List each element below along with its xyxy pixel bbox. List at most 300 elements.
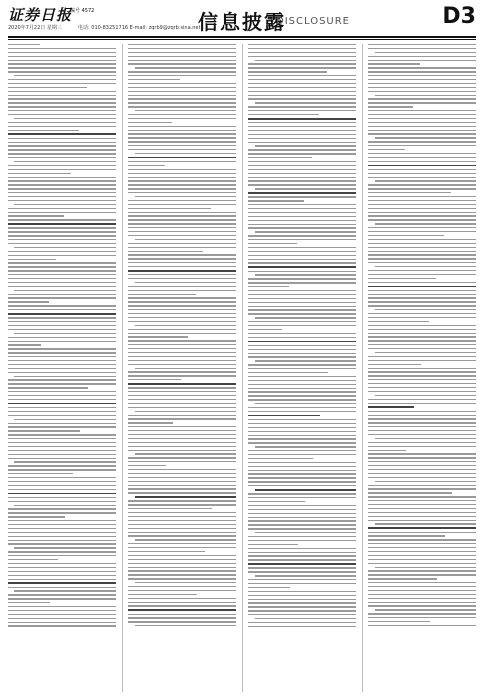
text-line [128,305,236,306]
text-line [248,399,356,400]
text-line [248,98,356,99]
text-line [8,403,116,405]
text-line [8,239,116,240]
text-line [248,497,356,498]
text-line [8,610,116,611]
text-line [248,481,356,482]
text-line [128,446,236,447]
text-line [128,574,236,575]
text-line [368,594,476,595]
text-line [8,587,116,588]
text-line [248,118,356,120]
text-line [8,598,116,599]
text-line [128,415,236,416]
text-line [368,48,476,49]
text-line [248,391,356,392]
text-line [368,371,476,372]
text-line [128,270,236,272]
text-line [128,465,166,466]
text-line [128,348,236,349]
text-line [248,169,356,170]
text-line [8,352,116,353]
text-line [128,60,236,61]
text-line [128,44,236,45]
text-line [368,457,476,458]
text-line [128,528,236,529]
text-line [8,262,116,263]
text-line [368,188,476,189]
text-line [368,317,476,318]
text-line [8,341,116,342]
text-line [128,488,236,489]
text-line [128,63,236,64]
text-line [8,71,116,72]
text-line [248,473,356,474]
text-line [128,500,236,501]
text-line [248,161,356,162]
text-line [248,220,356,221]
text-line [128,145,236,146]
text-line [368,75,476,76]
text-line [368,520,476,521]
text-line [128,297,236,298]
text-line [368,215,476,216]
text-line [368,375,476,376]
text-line [128,512,236,513]
text-line [8,63,116,64]
text-line [128,426,236,427]
text-line [368,473,476,474]
text-line [128,434,236,435]
text-line [8,383,116,384]
header-rule [8,36,476,38]
text-line [368,488,476,489]
text-line [128,48,236,49]
text-line [255,60,356,61]
text-line [368,110,476,111]
text-line [8,399,116,400]
text-line [368,305,476,306]
text-line [8,91,116,92]
text-line [368,578,437,579]
text-line [368,422,476,423]
text-line [8,551,116,552]
text-line [8,294,116,295]
text-line [128,231,236,232]
text-line [8,426,116,427]
text-line [368,430,476,431]
text-line [128,98,236,99]
text-line [128,329,236,330]
text-line [375,481,476,482]
text-line [248,454,356,455]
text-line [128,395,236,396]
text-line [128,169,236,170]
text-line [128,430,236,431]
text-line [368,379,476,380]
text-line [8,196,116,197]
text-line [368,270,476,271]
text-line [135,325,236,326]
text-line [368,469,476,470]
text-line [248,384,356,385]
text-line [128,114,236,115]
text-line [248,555,356,556]
text-line [368,67,476,68]
text-line [248,142,356,143]
text-line [128,532,236,533]
text-line [248,110,356,111]
text-line [368,485,476,486]
text-line [248,95,356,96]
text-line [8,469,116,470]
text-line [248,192,356,194]
text-line [128,333,236,334]
text-line [248,614,356,615]
text-line [8,512,116,513]
text-line [248,368,356,369]
text-line [368,344,476,345]
text-line [248,458,313,459]
text-line [128,161,236,162]
text-line [248,333,356,334]
text-line [128,188,236,189]
text-line [248,524,356,525]
text-column-2 [128,44,236,692]
text-line [368,286,476,288]
text-line [128,352,236,353]
text-line [128,192,236,193]
text-line [248,67,356,68]
text-line [8,133,116,135]
text-line [128,79,180,80]
text-line [248,579,356,580]
text-line [8,442,116,443]
text-line [135,110,236,111]
text-line [375,609,476,610]
text-line [128,481,236,482]
text-line [368,555,476,556]
text-line [8,446,116,447]
text-line [8,208,116,209]
text-line [368,532,476,533]
text-line [135,67,236,68]
text-line [128,336,188,337]
text-line [8,555,116,556]
text-line [248,509,356,510]
text-line [368,340,476,341]
text-line [368,63,420,64]
text-line [368,149,405,150]
column-divider [362,44,363,692]
text-line [128,469,236,470]
text-line [368,348,476,349]
text-line [128,266,236,267]
text-line [128,403,236,404]
text-line [128,52,236,53]
text-line [248,204,356,205]
text-line [135,239,236,240]
text-line [248,306,356,307]
text-line [135,282,236,283]
text-line [368,582,476,583]
text-line [8,540,116,541]
text-line [248,599,356,600]
text-line [255,360,356,361]
text-line [128,360,236,361]
text-line [8,317,116,318]
text-line [8,536,116,537]
text-line [368,231,476,232]
text-line [248,517,356,518]
text-line [248,71,327,72]
text-line [368,508,476,509]
text-line [8,184,116,185]
text-line [8,516,65,517]
text-line [8,434,116,435]
text-line [128,535,236,536]
text-line [8,255,116,256]
text-line [8,165,116,166]
text-line [248,63,356,64]
text-line [368,208,476,209]
text-line [128,407,236,408]
text-line [8,149,116,150]
text-line [128,177,236,178]
text-line [248,563,356,565]
text-line [8,98,116,99]
text-line [375,395,476,396]
text-line [128,617,236,618]
text-line [8,44,40,45]
text-line [8,465,116,466]
text-line [128,321,236,322]
text-line [248,423,356,424]
text-line [248,44,356,45]
text-line [128,130,236,131]
text-line [128,274,236,275]
text-line [368,258,476,259]
text-line [8,309,116,310]
text-line [248,591,356,592]
text-line [128,586,236,587]
text-line [248,83,356,84]
text-line [248,419,356,420]
text-line [248,302,356,303]
text-line [368,406,413,408]
text-line [128,555,236,556]
text-line [368,184,476,185]
text-line [128,590,236,591]
text-line [128,180,236,181]
text-line [248,196,356,197]
text-line [8,454,116,455]
text-line [8,407,116,408]
text-line [128,122,172,123]
text-line [8,130,79,131]
text-line [8,501,116,502]
text-line [8,87,87,88]
text-line [368,547,476,548]
text-line [368,329,476,330]
text-line [368,56,476,57]
text-line [128,204,236,205]
text-line [368,418,476,419]
text-line [248,235,356,236]
text-line [8,622,116,623]
text-line [135,411,236,412]
text-line [368,196,476,197]
text-line [248,239,356,240]
text-line [368,321,428,322]
text-line [8,582,116,584]
text-line [248,200,304,201]
text-line [8,602,50,603]
text-line [8,52,116,53]
text-line [8,266,116,267]
text-line [368,527,476,529]
text-line [128,520,236,521]
text-line [14,75,115,76]
text-line [368,496,476,497]
text-line [368,243,476,244]
text-line [8,215,64,216]
text-line [255,618,356,619]
text-line [128,309,236,310]
text-line [8,329,116,330]
text-line [255,317,356,318]
text-line [248,431,356,432]
text-line [248,513,356,514]
text-line [368,294,476,295]
text-line [248,602,356,603]
text-line [368,87,476,88]
text-line [368,290,476,291]
text-line [128,286,236,287]
text-line [248,341,356,343]
text-line [128,551,204,552]
text-line [8,243,116,244]
text-line [8,594,116,595]
text-line [368,356,476,357]
text-line [8,395,116,396]
text-line [8,106,116,107]
text-line [248,583,356,584]
text-line [8,169,116,170]
text-line [248,567,356,568]
text-line [128,473,236,474]
text-line [248,259,356,260]
text-line [248,466,356,467]
text-line [248,138,356,139]
text-line [8,177,116,178]
text-line [248,552,356,553]
text-line [248,106,356,107]
text-line [368,411,476,412]
text-line [248,571,356,572]
text-line [248,134,356,135]
text-line [128,200,236,201]
text-column-4 [368,44,476,692]
text-line [128,227,236,228]
text-line [248,520,356,521]
text-line [8,524,116,525]
text-line [128,567,236,568]
text-line [368,586,476,587]
text-line [14,590,115,591]
text-line [368,598,476,599]
text-line [8,360,116,361]
text-line [368,118,476,119]
text-line [368,512,476,513]
text-line [248,56,356,57]
text-line [128,442,236,443]
text-line [248,282,356,283]
text-line [368,274,476,275]
text-line [128,243,236,244]
text-line [368,192,451,193]
text-line [128,313,236,314]
text-line [8,142,116,143]
text-line [8,368,116,369]
text-line [128,621,236,622]
text-line [255,102,356,103]
text-line [248,114,319,115]
text-line [128,294,196,295]
text-line [248,271,356,272]
text-line [248,262,356,263]
text-line [368,239,476,240]
text-line [8,337,116,338]
text-line [368,453,476,454]
text-line [128,547,236,548]
text-line [368,161,476,162]
text-line [375,266,476,267]
text-line [8,79,116,80]
text-line [8,348,116,349]
text-line [248,587,290,588]
text-line [128,602,236,603]
text-line [368,169,476,170]
text-line [248,622,356,623]
text-line [248,501,305,502]
text-line [368,98,476,99]
text-line [135,196,236,197]
text-line [255,489,356,491]
text-line [368,71,476,72]
text-line [248,122,356,123]
text-line [128,258,236,259]
text-line [128,524,236,525]
text-line [128,208,211,209]
text-line [8,286,116,287]
text-line [248,91,356,92]
text-line [368,383,476,384]
text-line [248,548,356,549]
text-line [8,102,116,103]
text-line [8,145,116,146]
text-line [128,477,236,478]
text-line [128,356,236,357]
text-line [128,262,236,263]
text-line [248,309,356,310]
text-line [8,231,116,232]
text-line [8,372,116,373]
text-line [128,371,236,372]
text-line [368,602,476,603]
text-line [248,126,356,127]
text-line [248,477,356,478]
